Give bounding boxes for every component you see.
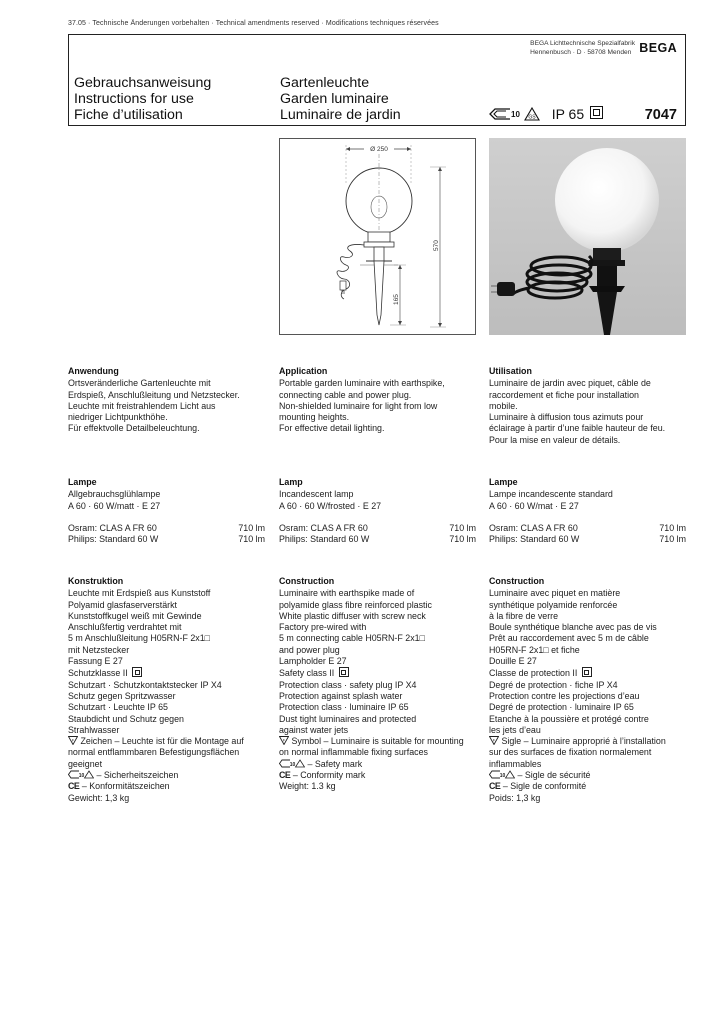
construction-heading: Construction	[489, 576, 545, 586]
text-line	[68, 667, 265, 679]
text-line-content: A 60 · 60 W/frosted · E 27	[279, 500, 382, 511]
garden-luminaire-photo	[489, 138, 686, 335]
text-line	[489, 611, 686, 622]
text-line	[489, 600, 686, 611]
text-line	[489, 667, 686, 679]
text-line	[279, 747, 476, 758]
text-line-content: Classe de protection II	[489, 668, 578, 679]
text-line	[489, 489, 686, 500]
gs-safety-mark-icon	[524, 107, 540, 121]
text-line-content: éclairage à partir d’une faible hauteur de feu.	[489, 423, 666, 434]
text-line	[279, 600, 476, 611]
lamp-text	[279, 489, 476, 512]
text-line	[279, 390, 476, 401]
text-line	[489, 412, 686, 423]
lamp-luminous-flux: 710 lm	[449, 523, 476, 534]
text-line-content: – Sigle de sécurité	[517, 770, 591, 781]
safety-class-ii-icon	[582, 667, 592, 677]
text-line-content: mounting heights.	[279, 412, 350, 423]
text-line	[279, 714, 476, 725]
lamp-table	[279, 523, 476, 546]
company-location: Hennenbusch · D · 58708 Menden	[530, 49, 632, 56]
text-line	[68, 390, 265, 401]
text-line	[68, 633, 265, 644]
text-line-content: mobile.	[489, 400, 518, 411]
text-line-content: Leuchte mit Erdspieß aus Kunststoff	[68, 588, 211, 599]
text-line-content: Portable garden luminaire with earthspike,	[279, 378, 445, 389]
text-line	[68, 736, 265, 747]
lamp-luminous-flux: 710 lm	[659, 534, 686, 545]
text-line	[279, 656, 476, 667]
svg-text:F: F	[492, 737, 496, 743]
dimension-drawing	[280, 139, 477, 336]
text-line-content: – Conformity mark	[292, 770, 366, 781]
text-line-content: – Safety mark	[307, 758, 363, 769]
construction-heading: Konstruktion	[68, 576, 124, 586]
text-line	[68, 489, 265, 500]
lamp-name: Philips: Standard 60 W	[489, 534, 580, 545]
text-line-content: Für effektvolle Detailbeleuchtung.	[68, 423, 200, 434]
text-line	[68, 600, 265, 611]
svg-text:10: 10	[499, 773, 506, 780]
text-line-content: For effective detail lighting.	[279, 423, 385, 434]
construction-section-en	[279, 576, 476, 793]
company-name: BEGA Lichttechnische Spezialfabrik	[530, 40, 635, 47]
ip-rating: IP 65	[551, 106, 585, 123]
safety-class-ii-icon	[590, 106, 603, 119]
text-line	[68, 714, 265, 725]
text-line-content: polyamide glass fibre reinforced plastic	[279, 599, 432, 610]
product-title-en: Garden luminaire	[280, 91, 389, 107]
text-line	[489, 401, 686, 412]
application-text	[68, 378, 265, 434]
text-line	[279, 680, 476, 691]
title-en: Instructions for use	[74, 91, 194, 107]
application-heading: Application	[279, 366, 328, 376]
text-line-content: Erdspieß, Anschlußleitung und Netzstecker.	[68, 389, 240, 400]
text-line	[279, 489, 476, 500]
text-line	[489, 725, 686, 736]
document-title	[74, 75, 211, 123]
company-address	[530, 39, 635, 57]
text-line	[279, 691, 476, 702]
construction-heading: Construction	[279, 576, 335, 586]
text-line	[68, 501, 265, 512]
text-line-content: Schutz gegen Spritzwasser	[68, 690, 176, 701]
text-line-content: Protection class · safety plug IP X4	[279, 679, 417, 690]
text-line	[68, 412, 265, 423]
text-line	[279, 401, 476, 412]
lamp-table-row	[68, 534, 265, 545]
lamp-table-row	[489, 523, 686, 534]
ce-mark-icon: CE	[68, 781, 80, 792]
text-line	[68, 423, 265, 434]
text-line	[489, 781, 686, 792]
text-line-content: H05RN-F 2x1□ et fiche	[489, 644, 580, 655]
text-line	[489, 588, 686, 599]
lamp-heading: Lampe	[68, 477, 97, 487]
text-line-content: Staubdicht und Schutz gegen	[68, 713, 184, 724]
text-line	[279, 633, 476, 644]
text-line-content: Safety class II	[279, 668, 335, 679]
text-line-content: Sigle – Luminaire approprié à l’installation	[501, 736, 666, 747]
text-line-content: Fassung E 27	[68, 656, 123, 667]
svg-text:10: 10	[289, 761, 296, 768]
technical-drawing	[279, 138, 476, 335]
text-line	[489, 691, 686, 702]
text-line-content: geeignet	[68, 758, 103, 769]
document-header	[68, 34, 686, 126]
text-line	[489, 645, 686, 656]
text-line-content: Luminaire avec piquet en matière	[489, 588, 621, 599]
text-line-content: les jets d’eau	[489, 724, 541, 735]
text-line	[68, 691, 265, 702]
text-line-content: Anschlußfertig verdrahtet mit	[68, 622, 182, 633]
lamp-table-row	[279, 523, 476, 534]
lamp-table	[489, 523, 686, 546]
text-line	[68, 611, 265, 622]
text-line-content: Douille E 27	[489, 656, 537, 667]
text-line-content: Protection class · luminaire IP 65	[279, 702, 409, 713]
text-line-content: Schutzart · Leuchte IP 65	[68, 702, 168, 713]
lamp-luminous-flux: 710 lm	[238, 534, 265, 545]
text-line	[489, 656, 686, 667]
text-line-content: Ortsveränderliche Gartenleuchte mit	[68, 378, 211, 389]
text-line-content: on normal inflammable fixing surfaces	[279, 747, 428, 758]
text-line-content: Etanche à la poussière et protégé contre	[489, 713, 649, 724]
text-line-content: 5 m Anschlußleitung H05RN-F 2x1□	[68, 633, 210, 644]
text-line-content: Allgebrauchsglühlampe	[68, 489, 161, 500]
application-heading: Utilisation	[489, 366, 532, 376]
text-line	[279, 667, 476, 679]
text-line	[279, 501, 476, 512]
text-line	[68, 702, 265, 713]
text-line-content: Non-shielded luminaire for light from low	[279, 400, 438, 411]
revision-note: 37.05 · Technische Änderungen vorbehalten · Technical amendments reserved · Modifications techniques réservées	[68, 20, 439, 27]
safety-class-ii-icon	[339, 667, 349, 677]
product-title	[280, 75, 401, 123]
text-line-content: and power plug	[279, 644, 340, 655]
text-line-content: normal entflammbaren Befestigungsflächen	[68, 747, 240, 758]
mounting-symbol-icon	[279, 736, 289, 745]
text-line-content: Schutzklasse II	[68, 668, 128, 679]
application-heading: Anwendung	[68, 366, 119, 376]
text-line-content: mit Netzstecker	[68, 644, 130, 655]
application-text	[279, 378, 476, 434]
text-line-content: Luminaire à diffusion tous azimuts pour	[489, 412, 644, 423]
text-line	[489, 770, 686, 781]
text-line	[489, 680, 686, 691]
text-line	[68, 588, 265, 599]
text-line	[279, 378, 476, 389]
text-line-content: inflammables	[489, 758, 542, 769]
text-line	[68, 378, 265, 389]
text-line	[279, 423, 476, 434]
text-line-content: à la fibre de verre	[489, 610, 559, 621]
text-line-content: Lampholder E 27	[279, 656, 347, 667]
text-line-content: Strahlwasser	[68, 724, 120, 735]
construction-text	[68, 588, 265, 804]
text-line-content: Luminaire de jardin avec piquet, câble de	[489, 378, 651, 389]
text-line	[68, 759, 265, 770]
text-line	[279, 781, 476, 792]
lamp-name: Philips: Standard 60 W	[279, 534, 370, 545]
lamp-heading: Lampe	[489, 477, 518, 487]
construction-text	[489, 588, 686, 804]
lamp-name: Osram: CLAS A FR 60	[68, 523, 157, 534]
text-line	[489, 378, 686, 389]
text-line-content: Boule synthétique blanche avec pas de vis	[489, 622, 657, 633]
product-title-fr: Luminaire de jardin	[280, 107, 401, 123]
bega-logo: BEGA	[639, 41, 677, 55]
text-line	[279, 759, 476, 770]
text-line	[489, 702, 686, 713]
title-de: Gebrauchsanweisung	[74, 75, 212, 91]
lamp-section-en	[279, 477, 476, 546]
text-line-content: Protection against splash water	[279, 690, 403, 701]
text-line-content: Leuchte mit freistrahlendem Licht aus	[68, 400, 216, 411]
text-line	[279, 412, 476, 423]
construction-section-de	[68, 576, 265, 804]
text-line	[68, 656, 265, 667]
lamp-luminous-flux: 710 lm	[659, 523, 686, 534]
text-line	[489, 622, 686, 633]
text-line	[489, 435, 686, 446]
lamp-table-row	[68, 523, 265, 534]
text-line	[489, 736, 686, 747]
spike-label: 165	[393, 294, 400, 305]
column-fr	[489, 366, 686, 446]
text-line	[279, 645, 476, 656]
text-line-content: sur des surfaces de fixation normalement	[489, 747, 652, 758]
lamp-text	[489, 489, 686, 512]
product-title-de: Gartenleuchte	[280, 75, 370, 91]
text-line-content: Polyamid glasfaserverstärkt	[68, 599, 178, 610]
text-line-content: Schutzart · Schutzkontaktstecker IP X4	[68, 679, 222, 690]
text-line-content: raccordement et fiche pour installation	[489, 389, 639, 400]
text-line	[279, 736, 476, 747]
lamp-section-de	[68, 477, 265, 546]
application-text	[489, 378, 686, 446]
text-line-content: – Sigle de conformité	[502, 781, 587, 792]
text-line	[279, 611, 476, 622]
text-line-content: Symbol – Luminaire is suitable for mounting	[291, 736, 464, 747]
text-line	[68, 401, 265, 412]
lamp-text	[68, 489, 265, 512]
lamp-heading: Lamp	[279, 477, 303, 487]
model-number: 7047	[644, 107, 677, 123]
lamp-luminous-flux: 710 lm	[449, 534, 476, 545]
text-line-content: Gewicht: 1,3 kg	[68, 792, 130, 803]
text-line-content: White plastic diffuser with screw neck	[279, 610, 426, 621]
text-line-content: Lampe incandescente standard	[489, 489, 613, 500]
text-line	[489, 747, 686, 758]
mounting-symbol-icon	[489, 736, 499, 745]
svg-text:GS: GS	[528, 114, 536, 121]
text-line	[68, 793, 265, 804]
text-line	[489, 793, 686, 804]
text-line-content: connecting cable and power plug.	[279, 389, 412, 400]
construction-section-fr	[489, 576, 686, 804]
text-line	[489, 423, 686, 434]
mounting-symbol-icon	[68, 736, 78, 745]
product-photo	[489, 138, 686, 335]
diameter-label: Ø 250	[370, 146, 388, 153]
text-line	[68, 622, 265, 633]
lamp-name: Philips: Standard 60 W	[68, 534, 159, 545]
text-line	[489, 501, 686, 512]
vde-mark-icon	[489, 107, 511, 121]
text-line-content: – Sicherheitszeichen	[96, 770, 179, 781]
text-line-content: synthétique polyamide renforcée	[489, 599, 618, 610]
text-line-content: niedriger Lichtpunkthöhe.	[68, 412, 168, 423]
text-line	[68, 645, 265, 656]
text-line	[68, 680, 265, 691]
safety-class-ii-icon	[132, 667, 142, 677]
text-line-content: Protection contre les projections d’eau	[489, 690, 640, 701]
lamp-table	[68, 523, 265, 546]
lamp-table-row	[279, 534, 476, 545]
lamp-section-fr	[489, 477, 686, 546]
text-line-content: – Konformitätszeichen	[81, 781, 170, 792]
lamp-name: Osram: CLAS A FR 60	[489, 523, 578, 534]
lamp-name: Osram: CLAS A FR 60	[279, 523, 368, 534]
ce-mark-icon: CE	[279, 770, 291, 781]
lamp-luminous-flux: 710 lm	[238, 523, 265, 534]
text-line	[68, 725, 265, 736]
text-line-content: Degré de protection · luminaire IP 65	[489, 702, 634, 713]
text-line	[68, 781, 265, 792]
title-fr: Fiche d’utilisation	[74, 107, 183, 123]
text-line	[68, 747, 265, 758]
column-en	[279, 366, 476, 435]
lamp-table-row	[489, 534, 686, 545]
text-line	[279, 588, 476, 599]
svg-text:F: F	[282, 737, 286, 743]
safety-mark-icon	[68, 770, 94, 779]
construction-text	[279, 588, 476, 792]
certification-row	[489, 105, 603, 122]
text-line-content: Kunststoffkugel weiß mit Gewinde	[68, 610, 202, 621]
text-line-content: Zeichen – Leuchte ist für die Montage auf	[80, 736, 244, 747]
vde-mark-number: 10	[511, 109, 520, 119]
text-line-content: A 60 · 60 W/mat · E 27	[489, 500, 579, 511]
text-line-content: Weight: 1.3 kg	[279, 781, 336, 792]
text-line	[279, 770, 476, 781]
text-line	[279, 702, 476, 713]
text-line	[489, 633, 686, 644]
text-line-content: Luminaire with earthspike made of	[279, 588, 415, 599]
text-line-content: Factory pre-wired with	[279, 622, 367, 633]
text-line-content: 5 m connecting cable H05RN-F 2x1□	[279, 633, 425, 644]
column-de	[68, 366, 265, 435]
text-line-content: Poids: 1,3 kg	[489, 792, 541, 803]
text-line-content: Prêt au raccordement avec 5 m de câble	[489, 633, 649, 644]
text-line	[68, 770, 265, 781]
text-line-content: Incandescent lamp	[279, 489, 354, 500]
ce-mark-icon: CE	[489, 781, 501, 792]
text-line	[489, 714, 686, 725]
svg-text:F: F	[71, 737, 75, 743]
text-line	[489, 759, 686, 770]
text-line-content: Dust tight luminaires and protected	[279, 713, 417, 724]
text-line	[489, 390, 686, 401]
text-line-content: Degré de protection · fiche IP X4	[489, 679, 618, 690]
text-line	[279, 725, 476, 736]
svg-text:10: 10	[78, 773, 85, 780]
text-line-content: against water jets	[279, 724, 349, 735]
text-line-content: Pour la mise en valeur de détails.	[489, 434, 621, 445]
height-label: 570	[433, 240, 440, 251]
safety-mark-icon	[279, 759, 305, 768]
text-line	[279, 622, 476, 633]
text-line-content: A 60 · 60 W/matt · E 27	[68, 500, 161, 511]
safety-mark-icon	[489, 770, 515, 779]
